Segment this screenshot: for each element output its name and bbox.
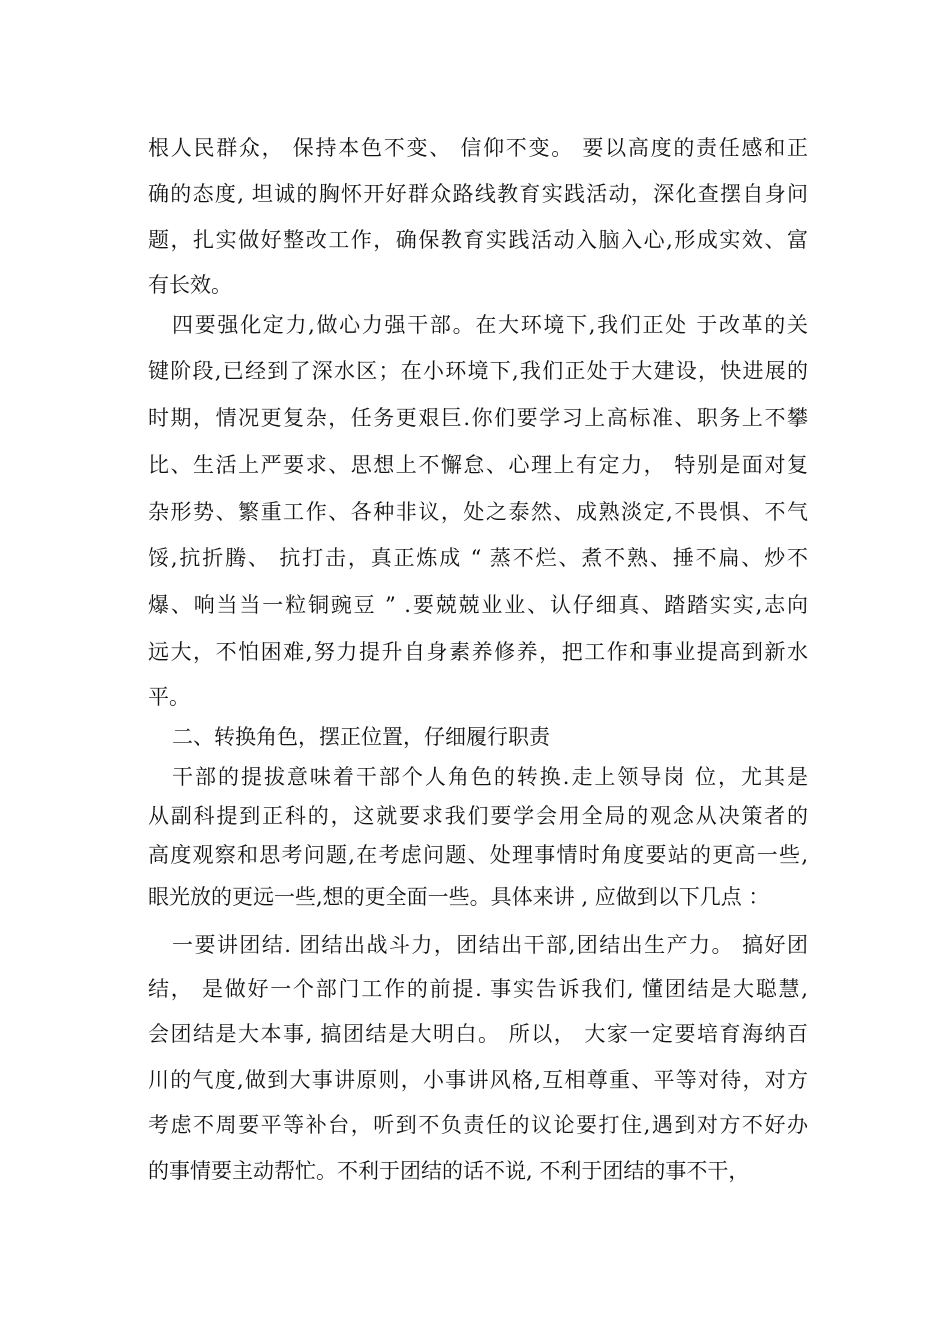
- text-line: 比、生活上严要求、思想上不懈怠、心理上有定力， 特别是面对复: [148, 453, 808, 477]
- text-line: 从副科提到正科的，这就要求我们要学会用全局的观念从决策者的: [148, 804, 808, 828]
- text-line: 一要讲团结. 团结出战斗力，团结出干部,团结出生产力。 搞好团: [172, 933, 808, 957]
- text-line: 考虑不周要平等补台，听到不负责任的议论要打住,遇到对方不好办: [148, 1113, 808, 1137]
- text-line: 远大，不怕困难,努力提升自身素养修养，把工作和事业提高到新水: [148, 640, 808, 664]
- text-line: 确的态度, 坦诚的胸怀开好群众路线教育实践活动，深化查摆自身问: [148, 182, 808, 206]
- text-line: 有长效。: [148, 273, 232, 297]
- text-line: 四要强化定力,做心力强干部。在大环境下,我们正处 于改革的关: [172, 313, 808, 337]
- text-line: 时期，情况更复杂，任务更艰巨.你们要学习上高标准、职务上不攀: [148, 406, 808, 430]
- text-line: 键阶段,已经到了深水区；在小环境下,我们正处于大建设，快进展的: [148, 359, 808, 383]
- text-line: 眼光放的更远一些,想的更全面一些。具体来讲 , 应做到以下几点 ：: [148, 885, 770, 909]
- text-line: 高度观察和思考问题,在考虑问题、处理事情时角度要站的更高一些,: [148, 843, 808, 867]
- text-line: 杂形势、繁重工作、各种非议，处之泰然、成熟淡定,不畏惧、不气: [148, 500, 808, 524]
- text-line: 根人民群众， 保持本色不变、 信仰不变。 要以高度的责任感和正: [148, 136, 808, 160]
- text-line: 爆、响当当一粒铜豌豆 ” .要兢兢业业、认仔细真、踏踏实实,志向: [148, 593, 808, 617]
- text-line: 结， 是做好一个部门工作的前提. 事实告诉我们, 懂团结是大聪慧,: [148, 977, 808, 1001]
- text-line: 的事情要主动帮忙。不利于团结的话不说, 不利于团结的事不干，: [148, 1159, 750, 1183]
- section-heading: 二、转换角色，摆正位置，仔细履行职责: [172, 725, 550, 749]
- text-line: 会团结是大本事, 搞团结是大明白。 所以， 大家一定要培育海纳百: [148, 1022, 808, 1046]
- text-line: 馁,抗折腾、 抗打击，真正炼成 “ 蒸不烂、煮不熟、捶不扁、炒不: [148, 546, 808, 570]
- text-line: 川的气度,做到大事讲原则，小事讲风格,互相尊重、平等对待，对方: [148, 1068, 808, 1092]
- text-line: 平。: [148, 685, 190, 709]
- text-line: 干部的提拔意味着干部个人角色的转换.走上领导岗 位，尤其是: [172, 765, 808, 789]
- text-line: 题，扎实做好整改工作，确保教育实践活动入脑入心,形成实效、富: [148, 228, 808, 252]
